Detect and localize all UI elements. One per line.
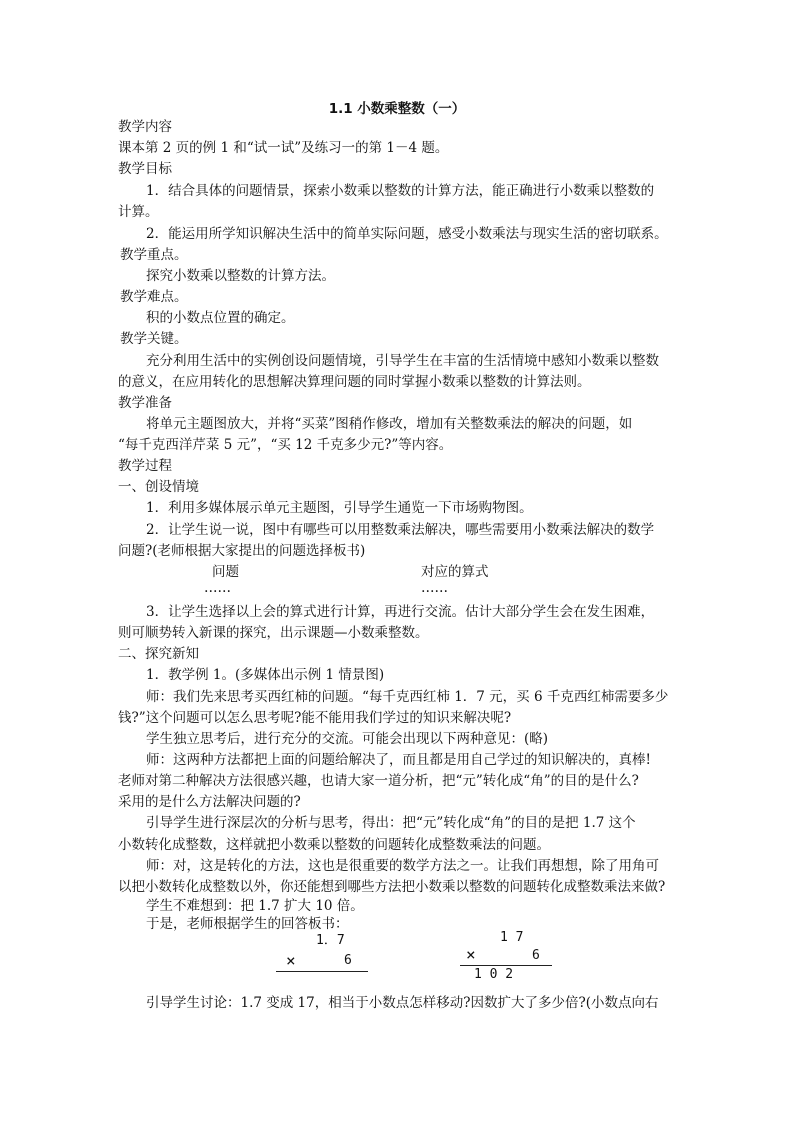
paragraph-line: 于是，老师根据学生的回答板书： xyxy=(146,916,349,932)
paragraph-line: 的意义，在应用转化的思想解决算理问题的同时掌握小数乘以整数的计算法则。 xyxy=(118,374,591,390)
multiply-sign: × xyxy=(466,945,476,964)
paragraph-line: 学生独立思考后，进行充分的交流。可能会出现以下两种意见：(略) xyxy=(146,731,549,747)
section-heading: 教学重点。 xyxy=(120,247,188,263)
paragraph-line: 师：我们先来思考买西红柿的问题。“每千克西红柿 1．7 元，买 6 千克西红柿需要多少 xyxy=(146,689,669,705)
paragraph-line: 老师对第二种解决方法很感兴趣，也请大家一道分析，把“元”转化成“角”的目的是什么? xyxy=(118,773,639,789)
underline-rule xyxy=(460,965,552,966)
section-heading: 一、创设情境 xyxy=(118,479,199,495)
paragraph-line: 师：对，这是转化的方法，这也是很重要的数学方法之一。让我们再想想，除了用角可 xyxy=(146,858,659,874)
paragraph-line: 钱?”这个问题可以怎么思考呢?能不能用我们学过的知识来解决呢? xyxy=(118,710,512,726)
board-calculation-right xyxy=(460,928,556,984)
section-heading: 二、探究新知 xyxy=(118,646,199,662)
paragraph-line: 课本第 2 页的例 1 和“试一试”及练习一的第 1－4 题。 xyxy=(118,140,449,156)
multiplier: 6 xyxy=(344,953,352,968)
multiplicand: 1．7 xyxy=(316,933,345,948)
paragraph-line: “每千克西洋芹菜 5 元”，“买 12 千克多少元?”等内容。 xyxy=(118,437,453,453)
section-heading: 教学内容 xyxy=(118,119,172,135)
paragraph-line: 计算。 xyxy=(118,204,159,220)
multiplier: 6 xyxy=(532,948,540,963)
paragraph-line: 小数转化成整数，这样就把小数乘以整数的问题转化成整数乘法的问题。 xyxy=(118,837,550,853)
section-heading: 教学关键。 xyxy=(120,331,188,347)
ellipsis-text: …… xyxy=(204,580,231,596)
paragraph-line: 积的小数点位置的确定。 xyxy=(146,310,295,326)
paragraph-line: 充分利用生活中的实例创设问题情境，引导学生在丰富的生活情境中感知小数乘以整数 xyxy=(146,353,659,369)
section-heading: 教学过程 xyxy=(118,458,172,474)
paragraph-line: 采用的是什么方法解决问题的? xyxy=(118,794,301,810)
board-calculation-left xyxy=(276,928,372,984)
paragraph-line: 1．利用多媒体展示单元主题图，引导学生通览一下市场购物图。 xyxy=(146,500,533,516)
underline-rule xyxy=(276,971,368,972)
paragraph-line: 1．教学例 1。(多媒体出示例 1 情景图) xyxy=(146,667,385,683)
paragraph-line: 引导学生进行深层次的分析与思考，得出：把“元”转化成“角”的目的是把 1.7 这个 xyxy=(146,815,636,831)
column-heading-question: 问题 xyxy=(212,564,239,580)
section-heading: 教学难点。 xyxy=(120,289,188,305)
column-heading-formula: 对应的算式 xyxy=(421,564,489,580)
paragraph-line: 学生不难想到：把 1.7 扩大 10 倍。 xyxy=(146,898,364,914)
paragraph-line: 引导学生讨论：1.7 变成 17，相当于小数点怎样移动?因数扩大了多少倍?(小数点向右 xyxy=(146,995,659,1011)
paragraph-line: 3．让学生选择以上会的算式进行计算，再进行交流。估计大部分学生会在发生困难， xyxy=(146,604,655,620)
paragraph-line: 2．能运用所学知识解决生活中的简单实际问题，感受小数乘法与现实生活的密切联系。 xyxy=(146,226,668,242)
paragraph-line: 1．结合具体的问题情景，探索小数乘以整数的计算方法，能正确进行小数乘以整数的 xyxy=(146,183,655,199)
paragraph-line: 问题?(老师根据大家提出的问题选择板书) xyxy=(118,543,366,559)
product-result: 1 0 2 xyxy=(474,967,514,982)
paragraph-line: 师：这两种方法都把上面的问题给解决了，而且都是用自己学过的知识解决的，真棒! xyxy=(146,752,651,768)
paragraph-line: 则可顺势转入新课的探究，出示课题—小数乘整数。 xyxy=(118,625,429,641)
paragraph-line: 2．让学生说一说，图中有哪些可以用整数乘法解决，哪些需要用小数乘法解决的数学 xyxy=(146,522,655,538)
page-title: 1.1 小数乘整数（一） xyxy=(328,101,466,117)
ellipsis-text: …… xyxy=(421,580,448,596)
section-heading: 教学目标 xyxy=(118,161,172,177)
section-heading: 教学准备 xyxy=(118,395,172,411)
paragraph-line: 探究小数乘以整数的计算方法。 xyxy=(146,268,335,284)
paragraph-line: 以把小数转化成整数以外，你还能想到哪些方法把小数乘以整数的问题转化成整数乘法来做? xyxy=(118,879,666,895)
multiply-sign: × xyxy=(286,951,296,970)
paragraph-line: 将单元主题图放大，并将“买菜”图稍作修改，增加有关整数乘法的解决的问题，如 xyxy=(146,416,633,432)
multiplicand: 1 7 xyxy=(500,930,524,945)
